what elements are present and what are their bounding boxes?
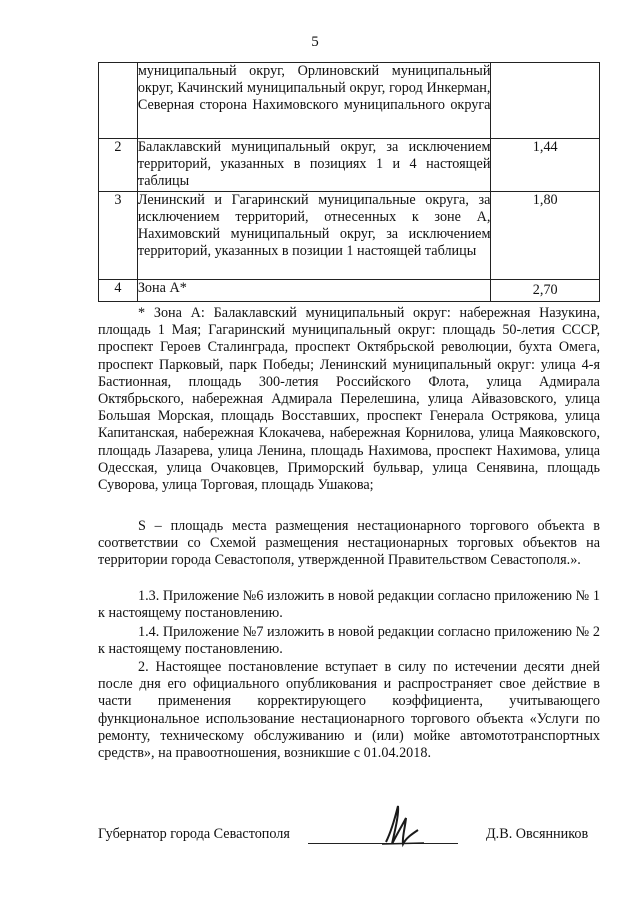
coefficient-table	[98, 62, 600, 302]
row-number: 2	[99, 139, 138, 192]
row-number: 3	[99, 192, 138, 280]
row-description: Зона А*	[137, 280, 491, 302]
zone-a-footnote: * Зона А: Балаклавский муниципальный округ: набережная Назукина, площадь 1 Мая; Гагаринский муниципальный округ: площадь 50-летия СССР, проспект Героев Сталинграда, проспект Октябрьской революции, бухта Омега, проспект Парковый, парк Победы; Ленинский муниципальный округ: улица 4-я Бастионная, площадь 300-летия Российского Флота, улица Адмирала Октябрьского, набережная Адмирала Перелешина, улица Айвазовского, улица Большая Морская, площадь Восставших, проспект Генерала Острякова, улица Капитанская, набережная Клокачева, набережная Корнилова, улица Маяковского, площадь Лазарева, улица Ленина, площадь Нахимова, проспект Нахимова, улица Одесская, улица Очаковцев, Приморский бульвар, улица Сенявина, площадь Суворова, улица Торговая, площадь Ушакова;	[98, 305, 600, 494]
s-definition-paragraph: S – площадь места размещения нестационарного торгового объекта в соответствии со Схемой размещения нестационарных торговых объектов на территории города Севастополя, утвержденной Правительством Севастополя.».	[98, 518, 600, 569]
row-description: муниципальный округ, Орлиновский муниципальный округ, Качинский муниципальный округ, город Инкерман, Северная сторона Нахимовского муниципального округа	[137, 63, 491, 139]
row-description: Балаклавский муниципальный округ, за исключением территорий, указанных в позициях 1 и 4 настоящей таблицы	[137, 139, 491, 192]
item-2-paragraph: 2. Настоящее постановление вступает в силу по истечении десяти дней после дня его официального опубликования и распространяет свое действие в части применения корректирующего коэффициента, учитывающего функциональное использование нестационарного торгового объекта «Услуги по ремонту, техническому обслуживанию и (или) мойке автомототранспортных средств», на правоотношения, возникшие с 01.04.2018.	[98, 659, 600, 762]
page-number: 5	[311, 34, 319, 50]
row-coefficient: 1,80	[491, 192, 600, 280]
handwritten-signature	[372, 800, 432, 856]
signatory-title: Губернатор города Севастополя	[98, 826, 290, 842]
row-coefficient	[491, 63, 600, 139]
row-coefficient: 1,44	[491, 139, 600, 192]
signatory-name: Д.В. Овсянников	[486, 826, 589, 842]
table-row	[99, 280, 600, 302]
table-row	[99, 139, 600, 192]
row-number	[99, 63, 138, 139]
table-row	[99, 63, 600, 139]
row-number: 4	[99, 280, 138, 302]
row-coefficient: 2,70	[491, 280, 600, 302]
item-1-3-paragraph: 1.3. Приложение №6 изложить в новой редакции согласно приложению № 1 к настоящему постановлению.	[98, 588, 600, 622]
table-row	[99, 192, 600, 280]
row-description: Ленинский и Гагаринский муниципальные округа, за исключением территорий, отнесенных к зоне А, Нахимовский муниципальный округ, за исключением территорий, указанных в позиции 1 настоящей таблицы	[137, 192, 491, 280]
item-1-4-paragraph: 1.4. Приложение №7 изложить в новой редакции согласно приложению № 2 к настоящему постановлению.	[98, 624, 600, 658]
